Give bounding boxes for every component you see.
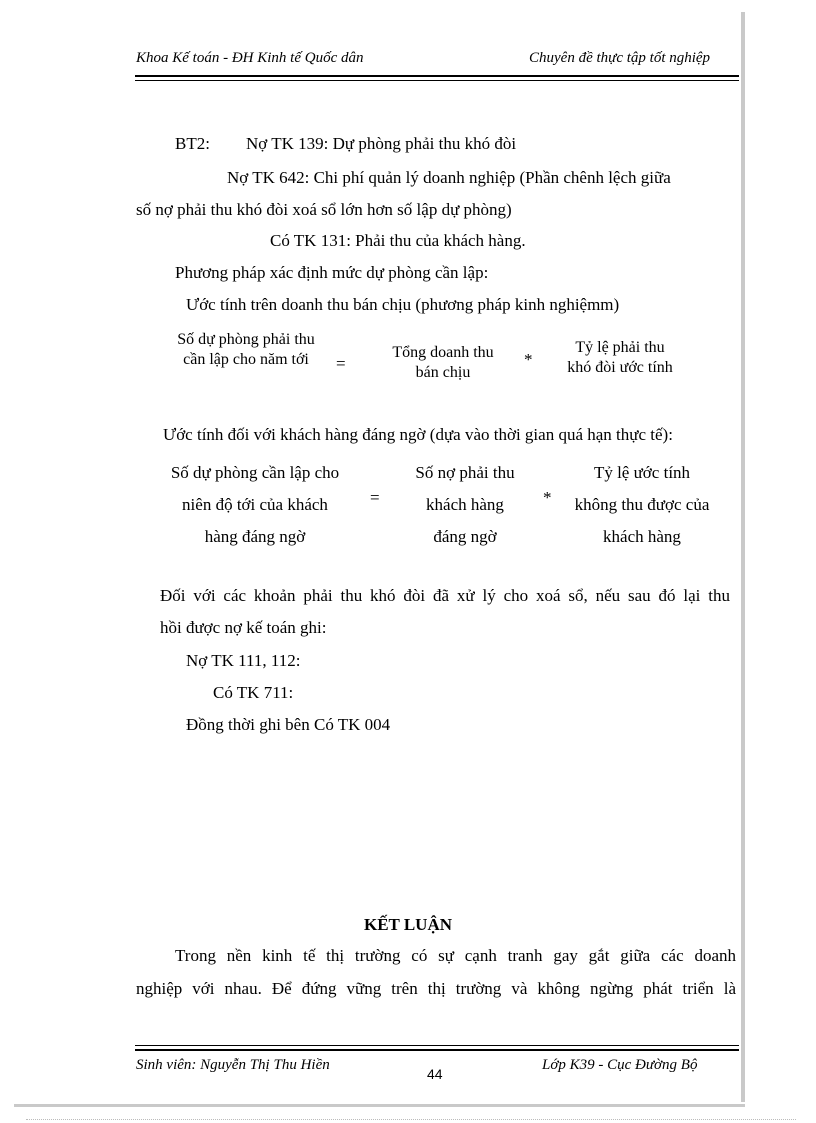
page-shadow-bottom [14,1104,745,1107]
method-title: Phương pháp xác định mức dự phòng cần lập: [175,263,489,282]
formula2-col2-line: đáng ngờ [433,527,497,546]
bt2-debit-139: Nợ TK 139: Dự phòng phải thu khó đòi [246,134,517,153]
formula2-col3-line: không thu được của [574,495,710,514]
header-left: Khoa Kế toán - ĐH Kinh tế Quốc dân [136,50,364,66]
recovery-debit: Nợ TK 111, 112: [186,651,301,670]
header-rule-thin [135,80,739,81]
footer-rule-thick [135,1049,739,1051]
formula2-col3-line: khách hàng [603,527,681,546]
formula2-col1 [150,457,360,553]
formula2-col1-line: Số dự phòng cần lập cho [170,463,340,482]
debit-642-line2: số nợ phải thu khó đòi xoá sổ lớn hơn số lập dự phòng) [136,200,512,219]
header-right: Chuyên đề thực tập tốt nghiệp [529,50,711,66]
formula2-multiply: * [543,488,552,507]
page-bottom-dotted-line [26,1119,796,1120]
formula2-col3-line: Tỷ lệ ước tính [593,463,691,482]
recovery-credit: Có TK 711: [213,683,294,702]
formula2-col3 [560,457,724,553]
formula2-col1-line: hàng đáng ngờ [204,527,306,546]
formula2-col2-line: khách hàng [426,495,504,514]
debit-642-line1: Nợ TK 642: Chi phí quản lý doanh nghiệp (Phần chênh lệch giữa [227,168,671,187]
footer-student: Sinh viên: Nguyễn Thị Thu Hiền [136,1057,330,1073]
footer-rule-thin [135,1045,739,1046]
formula1-lhs: Số dự phòng phải thu cần lập cho năm tới [177,331,315,368]
conclusion-line1: Trong nền kinh tế thị trường có sự cạnh tranh gay gắt giữa các doanh [175,946,736,965]
estimate-doubtful-customers: Ước tính đối với khách hàng đáng ngờ (dựa vào thời gian quá hạn thực tế): [163,425,673,444]
credit-131: Có TK 131: Phải thu của khách hàng. [270,231,526,250]
formula1-uncollectible-rate: Tỷ lệ phải thu khó đòi ước tính [567,339,673,376]
page-shadow-right [741,12,745,1102]
footer-class: Lớp K39 - Cục Đường Bộ [542,1057,698,1073]
conclusion-heading: KẾT LUẬN [363,915,452,934]
formula1-multiply: * [524,350,533,369]
recovery-simultaneous: Đồng thời ghi bên Có TK 004 [186,715,391,734]
formula1-equals: = [336,354,346,373]
estimate-on-revenue: Ước tính trên doanh thu bán chịu (phương pháp kinh nghiệmm) [186,295,620,314]
page-number: 44 [427,1066,443,1082]
formula2-col2 [400,457,530,553]
formula2-col1-line: niên độ tới của khách [182,495,328,514]
header-rule-thick [135,75,739,77]
formula2-equals: = [370,488,380,507]
formula1-total-credit-revenue: Tổng doanh thu bán chịu [392,344,494,381]
recovery-line2: hồi được nợ kế toán ghi: [160,618,327,637]
formula2-col2-line: Số nợ phải thu [415,463,515,482]
bt2-label: BT2: [175,134,210,153]
recovery-line1: Đối với các khoản phải thu khó đòi đã xử lý cho xoá sổ, nếu sau đó lại thu [160,586,730,605]
conclusion-line2: nghiệp với nhau. Để đứng vững trên thị trường và không ngừng phát triển là [136,979,736,998]
